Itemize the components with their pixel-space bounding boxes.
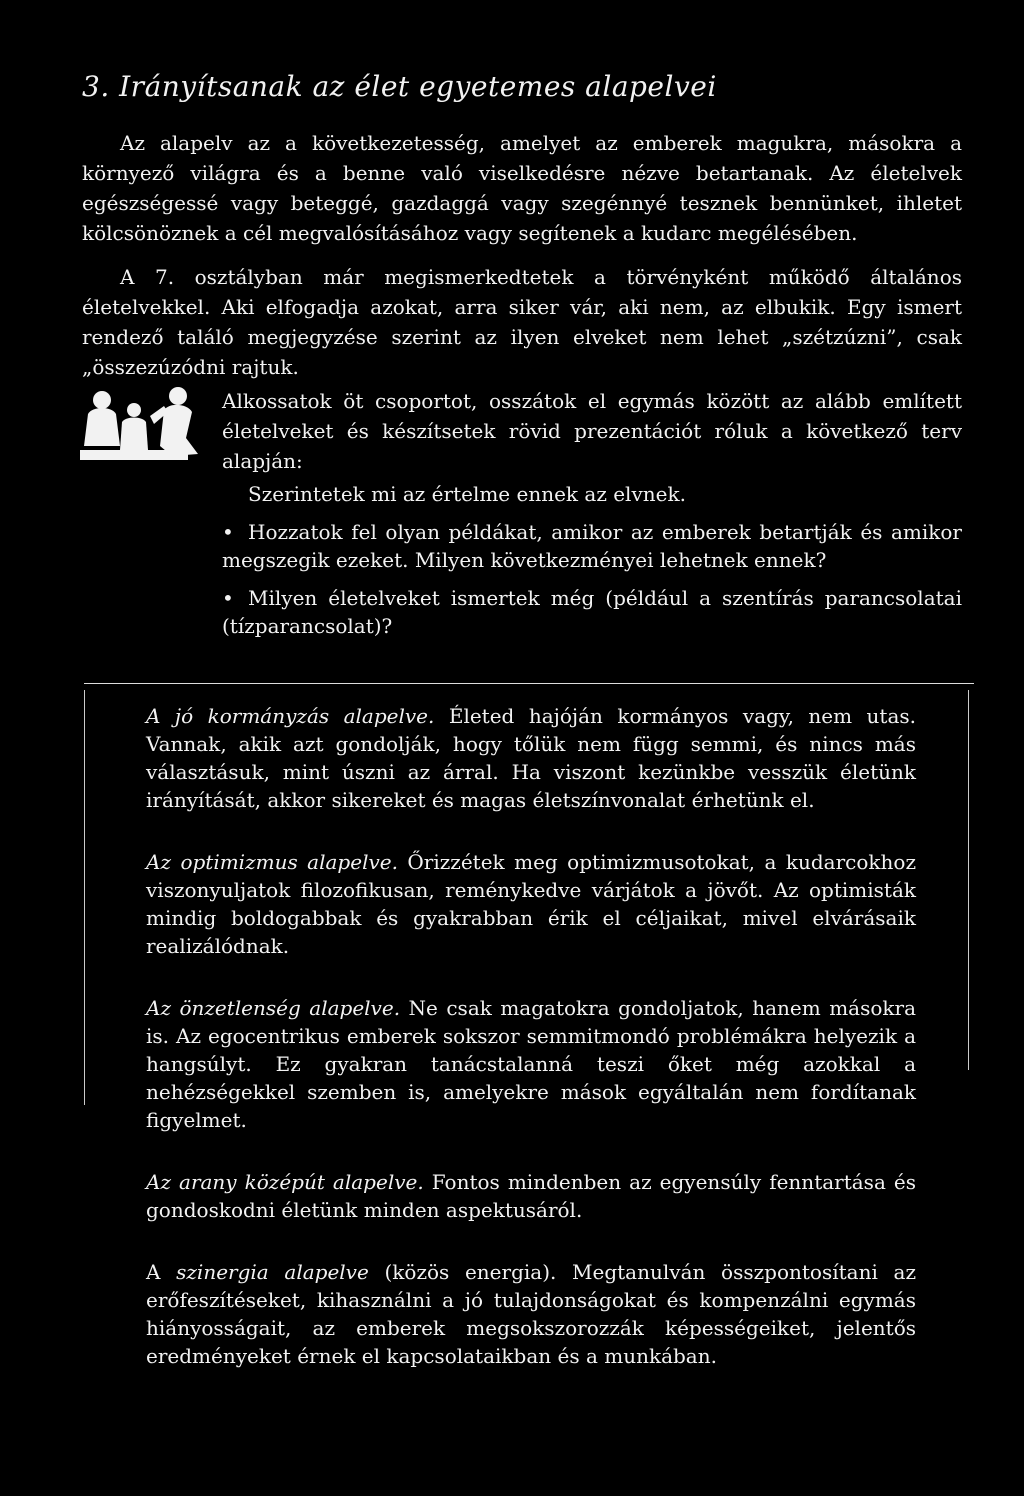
task-item bbox=[222, 480, 962, 508]
intro-paragraph-2-text: A 7. osztályban már megismerkedtetek a törvényként működő általános életelvekkel. Aki elfogadja azokat, arra siker vár, aki nem, az elbukik. Egy ismert rendező találó megjegyzése szerint az ilyen elveket nem lehet „szétzúzni”, csak „összezúzódni rajtuk. bbox=[82, 265, 962, 379]
principle-text: (közös energia). Megtanulván összpontosítani az erőfeszítéseket, kihasználni a jó tulajdonságokat és kompenzálni egymás hiányosságait, az emberek megsokszorozzák képességeiket, jelentős eredményeket érnek el kapcsolataikban és a munkában. bbox=[146, 1260, 916, 1368]
principle-name: A jó kormányzás alapelve. bbox=[146, 704, 435, 728]
principle-prefix: A bbox=[146, 1260, 177, 1284]
principle-paragraph bbox=[146, 1258, 916, 1370]
box-left-border bbox=[84, 690, 85, 1105]
task-item bbox=[222, 584, 962, 640]
principle-name: Az arany középút alapelve. bbox=[146, 1170, 424, 1194]
intro-paragraph-2 bbox=[82, 262, 962, 382]
task-item-text: Hozzatok fel olyan példákat, amikor az emberek betartják és amikor megszegik ezeket. Milyen következményei lehetnek ennek? bbox=[222, 520, 962, 572]
section-number: 3. bbox=[82, 70, 110, 103]
section-title: Irányítsanak az élet egyetemes alapelvei bbox=[119, 70, 717, 103]
task-item-text: Szerintetek mi az értelme ennek az elvnek. bbox=[248, 482, 686, 506]
bullet-mark: • bbox=[222, 586, 234, 610]
box-top-border bbox=[84, 683, 974, 684]
task-list bbox=[222, 480, 962, 650]
group-work-icon bbox=[80, 386, 206, 464]
principle-text: Életed hajóján kormányos vagy, nem utas. Vannak, akik azt gondolják, hogy tőlük nem függ semmi, és nincs más választásuk, mint úszni az árral. Ha viszont kezünkbe vesszük életünk irányítását, akkor sikereket és magas életszínvonalat érhetünk el. bbox=[146, 704, 916, 812]
principle-name: Az önzetlenség alapelve. bbox=[146, 996, 401, 1020]
task-item bbox=[222, 518, 962, 574]
bullet-mark: • bbox=[222, 520, 234, 544]
principle-text: Őrizzétek meg optimizmusotokat, a kudarcokhoz viszonyuljatok filozofikusan, reménykedve várjátok a jövőt. Az optimisták mindig boldogabbak és gyakrabban érik el céljaikat, mivel elvárásaik realizálódnak. bbox=[146, 850, 916, 958]
principle-paragraph bbox=[146, 702, 916, 814]
principle-text: Ne csak magatokra gondoljatok, hanem másokra is. Az egocentrikus emberek sokszor semmitmondó problémákra helyezik a hangsúlyt. Ez gyakran tanácstalanná teszi őket még azokkal a nehézségekkel szemben is, amelyekre mások egyáltalán nem fordítanak figyelmet. bbox=[146, 996, 916, 1132]
principle-paragraph bbox=[146, 848, 916, 960]
intro-paragraph-1-text: Az alapelv az a következetesség, amelyet az emberek magukra, másokra a környező világra és a benne való viselkedésre nézve betartanak. Az életelvek egészségessé vagy beteggé, gazdaggá vagy szegénnyé tesznek bennünket, ihletet kölcsönöznek a cél megvalósításához vagy segítenek a kudarc megélésében. bbox=[82, 131, 962, 245]
task-instruction: Alkossatok öt csoportot, osszátok el egymás között az alább említett életelveket és készítsetek rövid prezentációt róluk a következő terv alapján: bbox=[222, 389, 962, 473]
intro-paragraph-1 bbox=[82, 128, 962, 248]
principle-name: szinergia alapelve bbox=[176, 1260, 369, 1284]
task-item-text: Milyen életelveket ismertek még (például a szentírás parancsolatai (tízparancsolat)? bbox=[222, 586, 962, 638]
principle-text: Fontos mindenben az egyensúly fenntartása és gondoskodni életünk minden aspektusáról. bbox=[146, 1170, 916, 1222]
principle-paragraph bbox=[146, 994, 916, 1134]
section-heading bbox=[82, 70, 717, 103]
principle-paragraph bbox=[146, 1168, 916, 1224]
box-right-border bbox=[968, 690, 969, 1070]
principles-box bbox=[146, 702, 916, 1370]
principle-name: Az optimizmus alapelve. bbox=[146, 850, 398, 874]
